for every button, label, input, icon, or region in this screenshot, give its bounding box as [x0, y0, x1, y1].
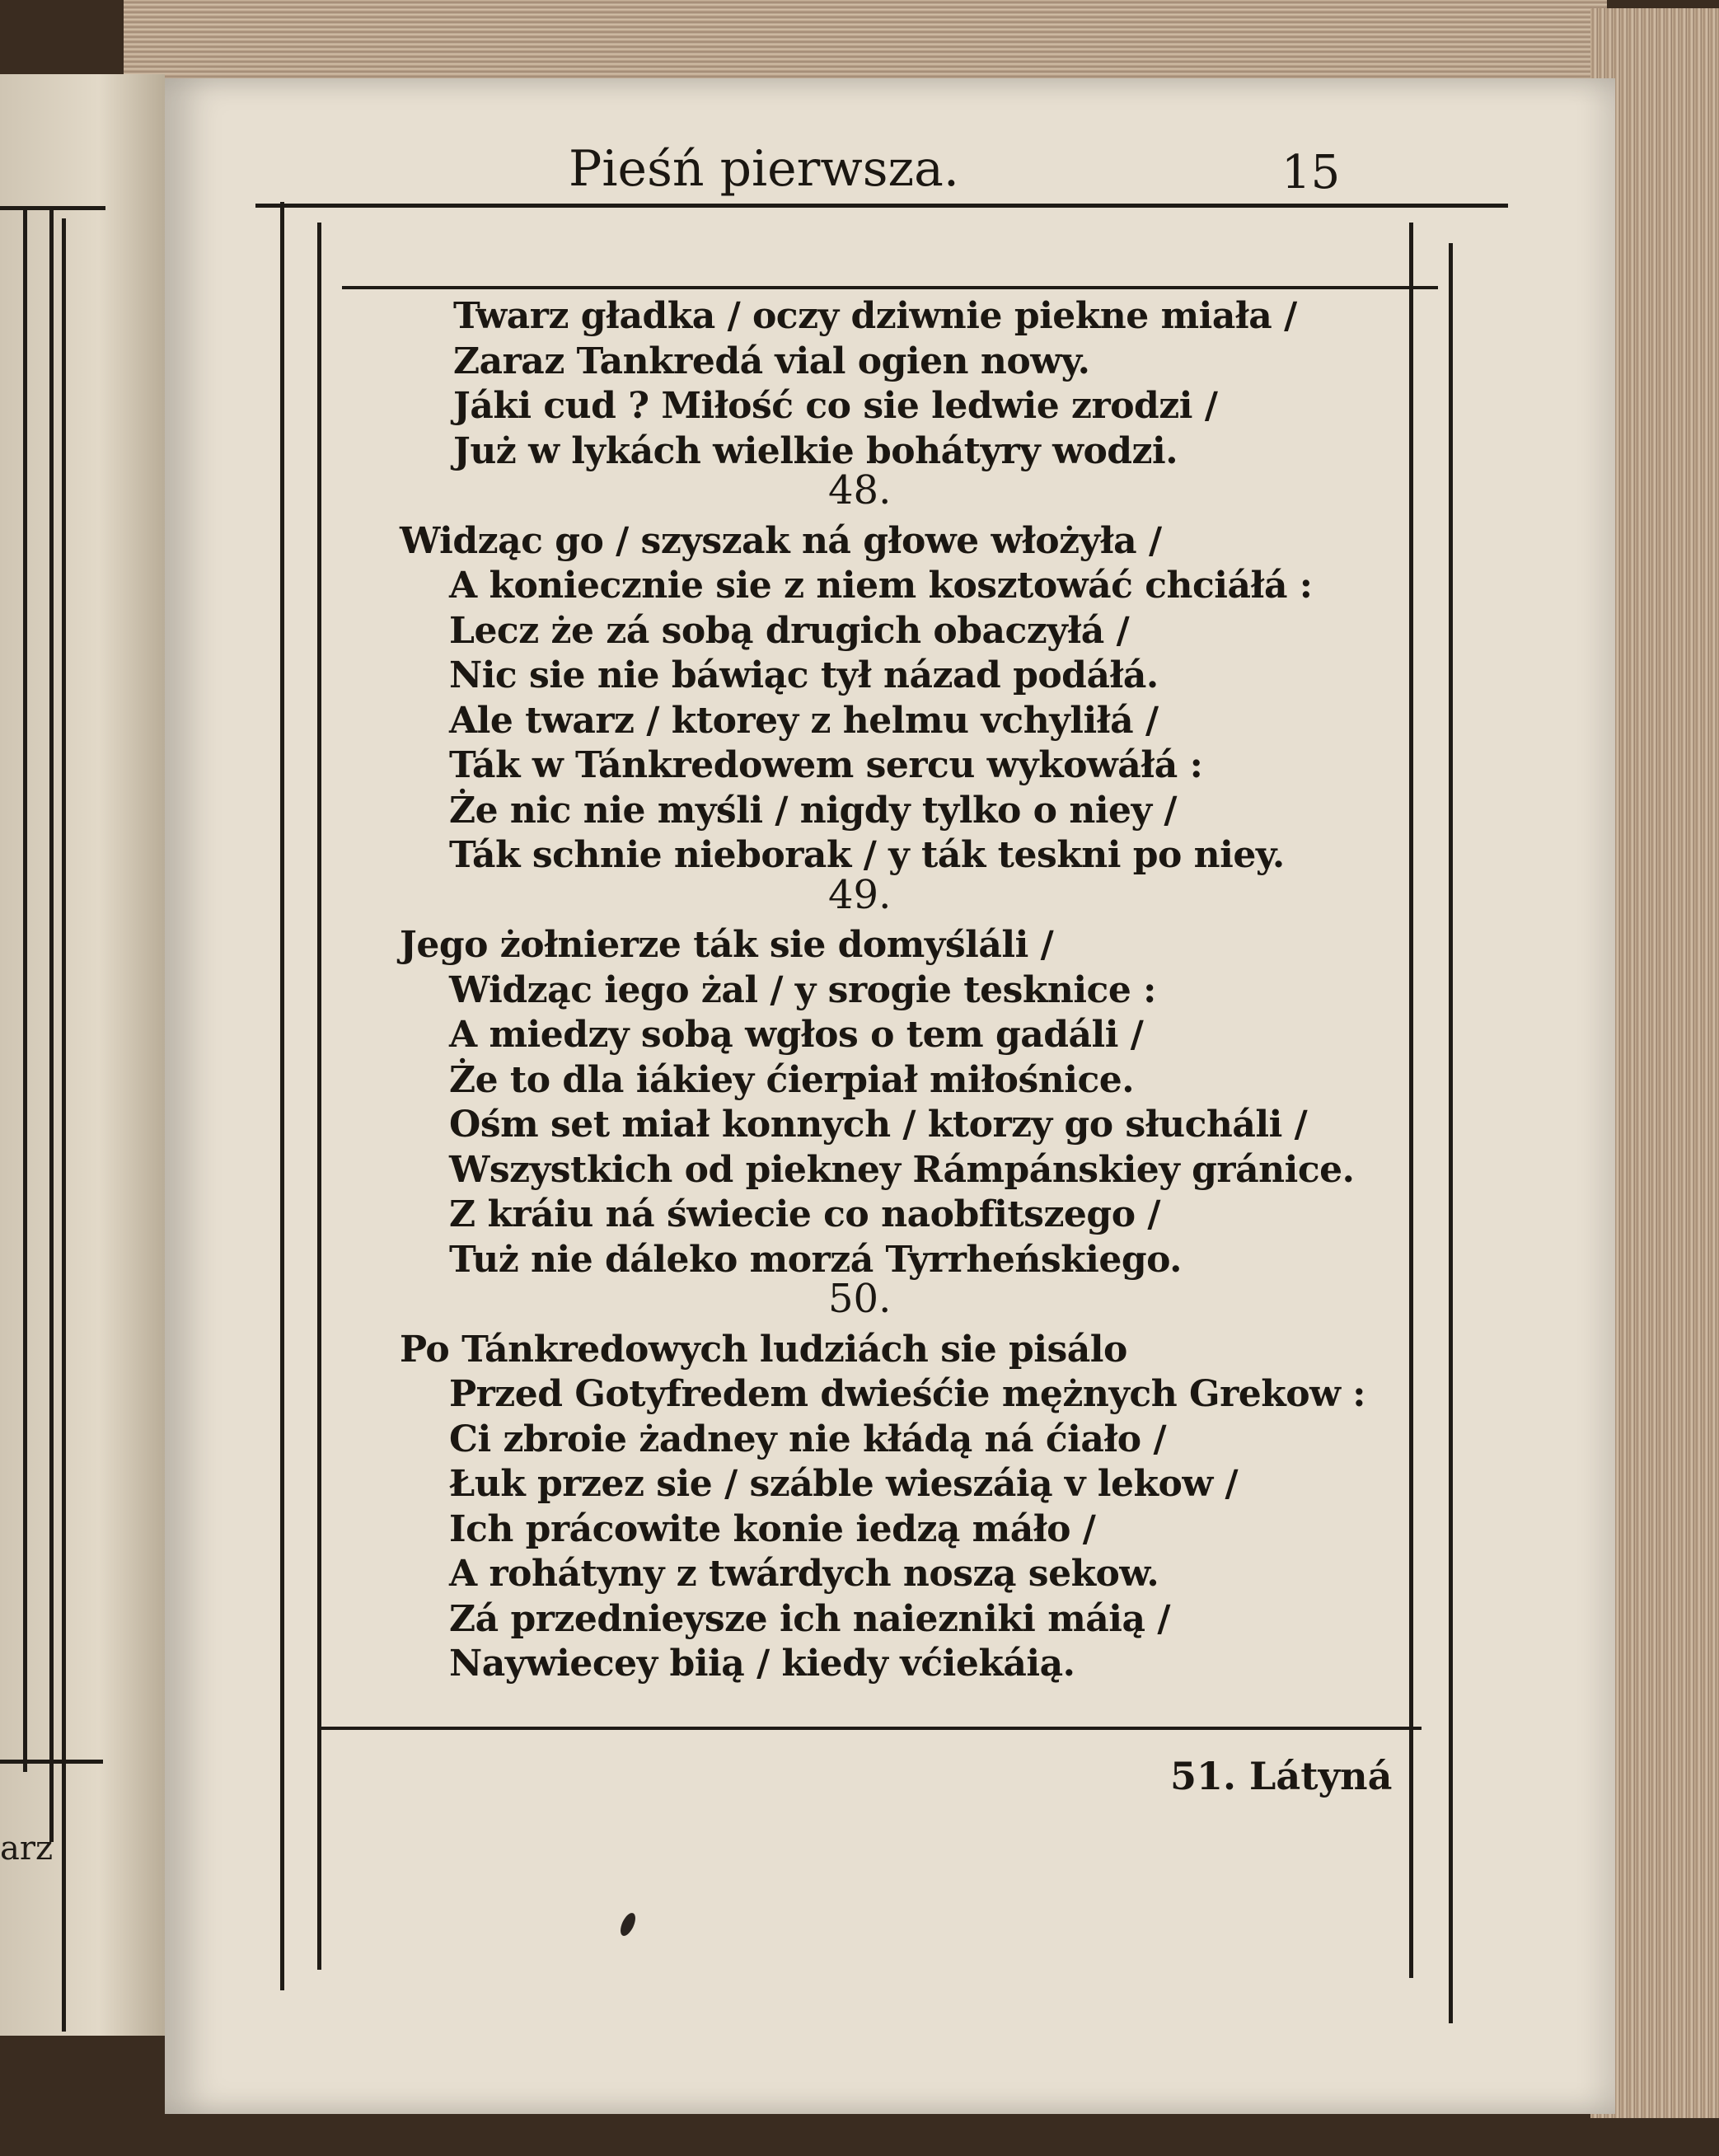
verse-line: Już w lykách wielkie bohátyry wodzi.	[453, 429, 1178, 472]
page-number: 15	[1281, 146, 1341, 199]
verse-line: Naywiecey biią / kiedy vćiekáią.	[449, 1643, 1075, 1685]
verse-line: Ich prácowite konie iedzą máło /	[449, 1507, 1096, 1550]
book-top-edges	[124, 0, 1607, 91]
verse-line: Że nic nie myśli / nigdy tylko o niey /	[449, 789, 1177, 832]
running-head: Pieśń pierwsza.	[569, 140, 959, 198]
left-page-fragment	[0, 74, 165, 2036]
verse-line: Ale twarz / ktorey z helmu vchyliłá /	[449, 699, 1159, 742]
stanza-number: 49.	[828, 871, 892, 918]
verse-line: Widząc go / szyszak ná głowe włożyła /	[400, 519, 1162, 562]
verse-line: A rohátyny z twárdych noszą sekow.	[449, 1553, 1159, 1595]
stanza-number: 50.	[828, 1276, 892, 1322]
verse-line: Jáki cud ? Miłość co sie ledwie zrodzi /	[453, 385, 1218, 427]
verse-line: Że to dla iákiey ćierpiał miłośnice.	[449, 1058, 1135, 1101]
verse-line: Łuk przez sie / száble wieszáią v lekow /	[449, 1463, 1239, 1505]
verse-line: Z kráiu ná świecie co naobfitszego /	[449, 1193, 1160, 1235]
verse-line: Tuż nie dáleko morzá Tyrrheńskiego.	[449, 1238, 1182, 1281]
frame-right-inner-rule	[1409, 223, 1413, 1978]
verse-line: Zaraz Tankredá vial ogien nowy.	[453, 340, 1090, 382]
frame-left-outer-rule	[280, 202, 284, 1990]
verse-line: Po Tánkredowych ludziách sie pisálo	[400, 1328, 1127, 1371]
left-frame-rule	[49, 210, 54, 1842]
frame-right-outer-rule	[1449, 243, 1453, 2023]
left-frame-bottom-rule	[0, 1760, 103, 1764]
verse-line: Ták schnie nieborak / y ták teskni po niey.	[449, 834, 1285, 876]
left-page-catchword: arz	[0, 1830, 54, 1868]
verse-line: Przed Gotyfredem dwieśćie mężnych Grekow :	[449, 1373, 1366, 1415]
catchword: 51. Látyná	[1170, 1754, 1393, 1798]
verse-line: Ták w Tánkredowem sercu wykowáłá :	[449, 744, 1203, 786]
frame-left-inner-rule	[317, 223, 321, 1970]
verse-line: A koniecznie sie z niem kosztowáć chciáłá :	[449, 565, 1313, 607]
stanza-number: 48.	[828, 467, 892, 513]
left-frame-rule	[23, 206, 27, 1772]
verse-line: Zá przednieysze ich naiezniki máią /	[449, 1597, 1170, 1640]
verse-line: Twarz gładka / oczy dziwnie piekne miała /	[453, 295, 1297, 337]
verse-line: Jego żołnierze ták sie domyśláli /	[400, 924, 1054, 966]
verse-line: Nic sie nie báwiąc tył názad podáłá.	[449, 654, 1159, 696]
verse-line: Ci zbroie żadney nie kłádą ná ćiało /	[449, 1418, 1167, 1460]
verse-line: Wszystkich od piekney Rámpánskiey gránice.	[449, 1148, 1355, 1191]
verse-line: Widząc iego żal / y srogie tesknice :	[449, 968, 1156, 1011]
head-rule	[342, 286, 1438, 289]
verse-line: Ośm set miał konnych / ktorzy go słucháli /	[449, 1104, 1308, 1146]
verse-line: A miedzy sobą wgłos o tem gadáli /	[449, 1014, 1144, 1056]
frame-bottom-rule	[317, 1727, 1422, 1730]
verse-line: Lecz że zá sobą drugich obaczyłá /	[449, 609, 1130, 652]
